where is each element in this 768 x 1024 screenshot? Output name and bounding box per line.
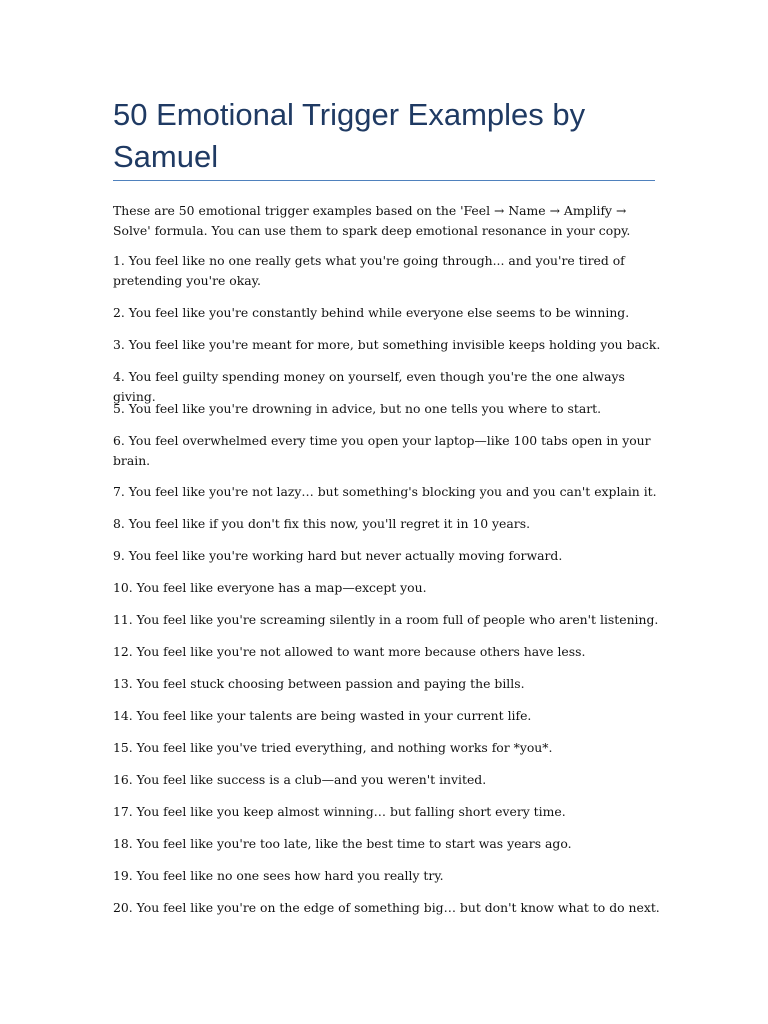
trigger-item-15: 15. You feel like you've tried everything, and nothing works for *you*.	[113, 740, 553, 755]
trigger-item-3: 3. You feel like you're meant for more, but something invisible keeps holding you back.	[113, 337, 661, 352]
trigger-item-4: 4. You feel guilty spending money on yourself, even though you're the one always giving.	[113, 369, 625, 404]
trigger-item-6: 6. You feel overwhelmed every time you open your laptop—like 100 tabs open in your brain.	[113, 433, 651, 468]
trigger-item-18: 18. You feel like you're too late, like the best time to start was years ago.	[113, 836, 572, 851]
trigger-item-17: 17. You feel like you keep almost winning… but falling short every time.	[113, 804, 566, 819]
trigger-item-16: 16. You feel like success is a club—and you weren't invited.	[113, 772, 487, 787]
trigger-item-7: 7. You feel like you're not lazy… but something's blocking you and you can't explain it.	[113, 484, 657, 499]
trigger-item-2: 2. You feel like you're constantly behind while everyone else seems to be winning.	[113, 305, 630, 320]
trigger-item-9: 9. You feel like you're working hard but never actually moving forward.	[113, 548, 563, 563]
trigger-item-13: 13. You feel stuck choosing between passion and paying the bills.	[113, 676, 525, 691]
trigger-item-19: 19. You feel like no one sees how hard you really try.	[113, 868, 444, 883]
trigger-item-12: 12. You feel like you're not allowed to want more because others have less.	[113, 644, 586, 659]
document-title: 50 Emotional Trigger Examples by Samuel	[113, 97, 586, 174]
trigger-item-14: 14. You feel like your talents are being wasted in your current life.	[113, 708, 532, 723]
title-underline	[113, 180, 655, 181]
trigger-item-1: 1. You feel like no one really gets what you're going through... and you're tired of pretending you're okay.	[113, 253, 625, 288]
trigger-item-8: 8. You feel like if you don't fix this now, you'll regret it in 10 years.	[113, 516, 531, 531]
trigger-item-10: 10. You feel like everyone has a map—except you.	[113, 580, 427, 595]
intro-paragraph: These are 50 emotional trigger examples based on the 'Feel → Name → Amplify → Solve' formula. You can use them to spark deep emotional resonance in your copy.	[113, 203, 631, 238]
trigger-item-20: 20. You feel like you're on the edge of something big… but don't know what to do next.	[113, 900, 660, 915]
trigger-item-5: 5. You feel like you're drowning in advice, but no one tells you where to start.	[113, 401, 602, 416]
trigger-item-11: 11. You feel like you're screaming silently in a room full of people who aren't listening.	[113, 612, 659, 627]
